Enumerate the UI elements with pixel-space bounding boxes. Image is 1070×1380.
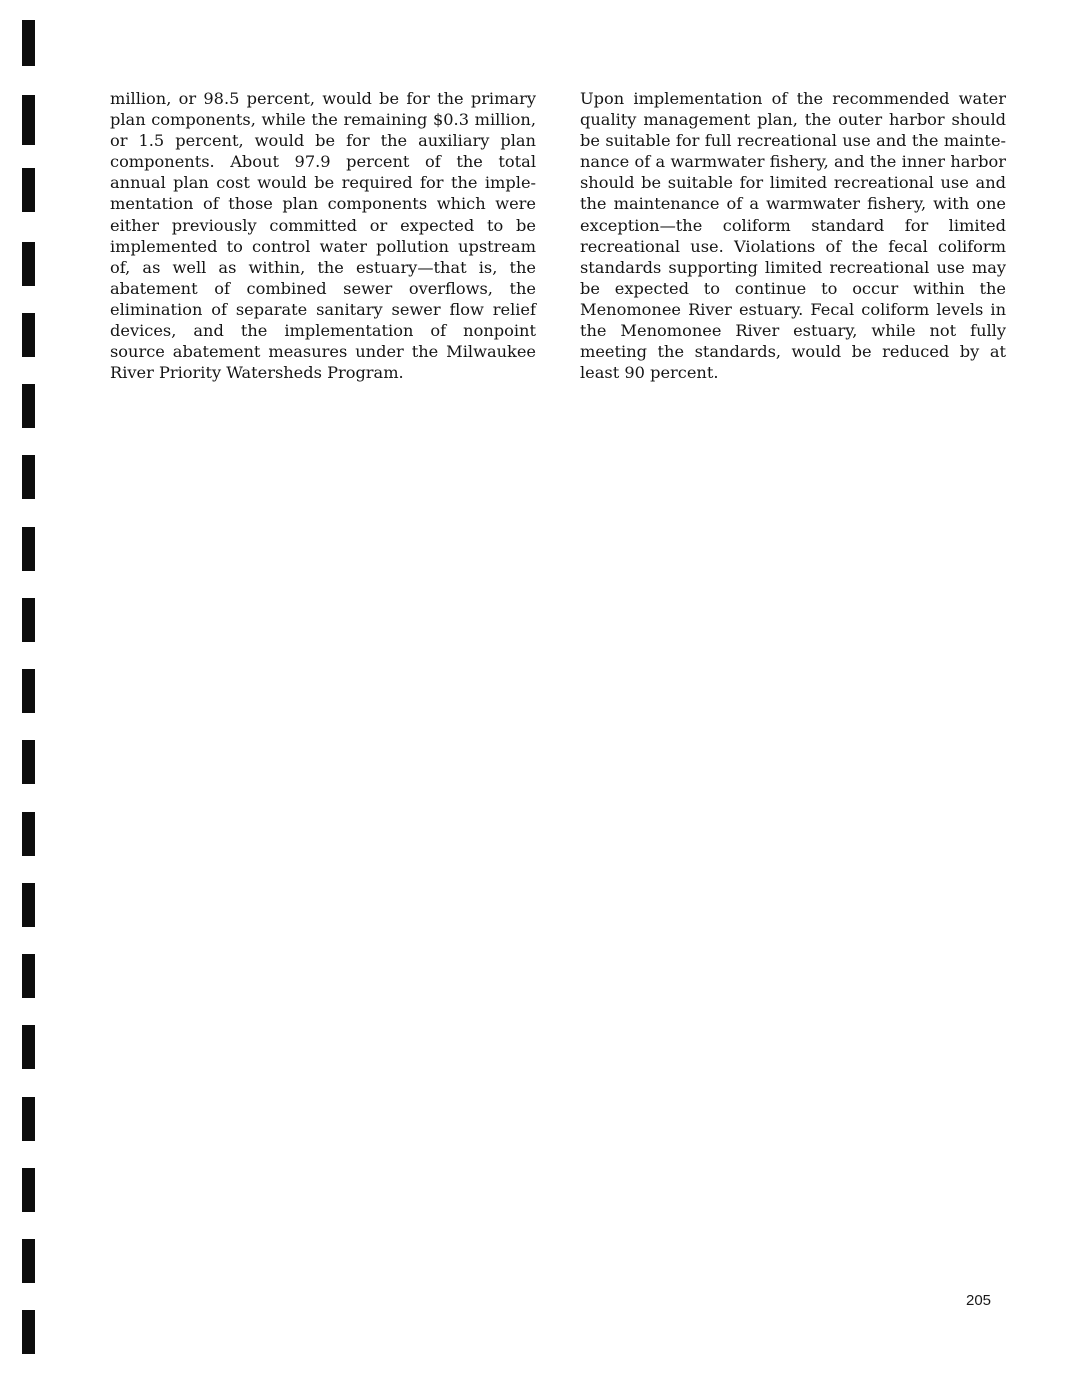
binding-mark xyxy=(22,168,35,212)
binding-mark xyxy=(22,1239,35,1283)
text-line: standards supporting limited recreational use may xyxy=(580,257,1006,277)
text-line: or 1.5 percent, would be for the auxiliary plan xyxy=(110,131,536,151)
text-line: plan components, while the remaining $0.3 million, xyxy=(110,110,536,130)
text-line: abatement of combined sewer overflows, the xyxy=(110,278,536,298)
binding-mark xyxy=(22,20,35,66)
binding-mark xyxy=(22,1168,35,1212)
text-line: be expected to continue to occur within the xyxy=(580,278,1006,298)
text-line: components. About 97.9 percent of the total xyxy=(110,152,536,172)
text-line: quality management plan, the outer harbor should xyxy=(580,110,1006,130)
text-line: meeting the standards, would be reduced by at xyxy=(580,342,1006,362)
text-line: the maintenance of a warmwater fishery, with one xyxy=(580,194,1006,214)
binding-mark xyxy=(22,1097,35,1141)
text-line: million, or 98.5 percent, would be for the primary xyxy=(110,89,536,108)
binding-mark xyxy=(22,954,35,998)
text-line: Upon implementation of the recommended water xyxy=(580,89,1006,108)
text-line: annual plan cost would be required for the imple- xyxy=(110,173,536,193)
text-line: nance of a warmwater fishery, and the inner harbor xyxy=(580,152,1006,172)
text-line: recreational use. Violations of the fecal coliform xyxy=(580,236,1006,256)
binding-mark xyxy=(22,1310,35,1354)
text-line: either previously committed or expected to be xyxy=(110,215,536,235)
text-line: source abatement measures under the Milwaukee xyxy=(110,342,536,362)
left-column xyxy=(110,88,536,383)
binding-mark xyxy=(22,527,35,571)
binding-mark xyxy=(22,669,35,713)
binding-marks xyxy=(22,0,42,1380)
right-column xyxy=(580,88,1006,383)
text-line: the Menomonee River estuary, while not fully xyxy=(580,321,1006,341)
text-line: mentation of those plan components which were xyxy=(110,194,536,214)
binding-mark xyxy=(22,812,35,856)
text-line: be suitable for full recreational use and the mainte- xyxy=(580,131,1006,151)
binding-mark xyxy=(22,242,35,286)
text-line: exception—the coliform standard for limited xyxy=(580,215,1006,235)
binding-mark xyxy=(22,883,35,927)
text-line: implemented to control water pollution upstream xyxy=(110,236,536,256)
binding-mark xyxy=(22,95,35,145)
binding-mark xyxy=(22,384,35,428)
binding-mark xyxy=(22,740,35,784)
text-line: should be suitable for limited recreational use and xyxy=(580,173,1006,193)
text-line: River Priority Watersheds Program. xyxy=(110,363,404,383)
text-line: least 90 percent. xyxy=(580,363,719,383)
page-number: 205 xyxy=(966,1292,992,1309)
text-line: devices, and the implementation of nonpoint xyxy=(110,321,536,341)
text-line: of, as well as within, the estuary—that is, the xyxy=(110,257,536,277)
text-line: elimination of separate sanitary sewer flow relief xyxy=(110,299,536,319)
binding-mark xyxy=(22,313,35,357)
binding-mark xyxy=(22,1025,35,1069)
text-line: Menomonee River estuary. Fecal coliform levels in xyxy=(580,299,1006,319)
binding-mark xyxy=(22,455,35,499)
binding-mark xyxy=(22,598,35,642)
